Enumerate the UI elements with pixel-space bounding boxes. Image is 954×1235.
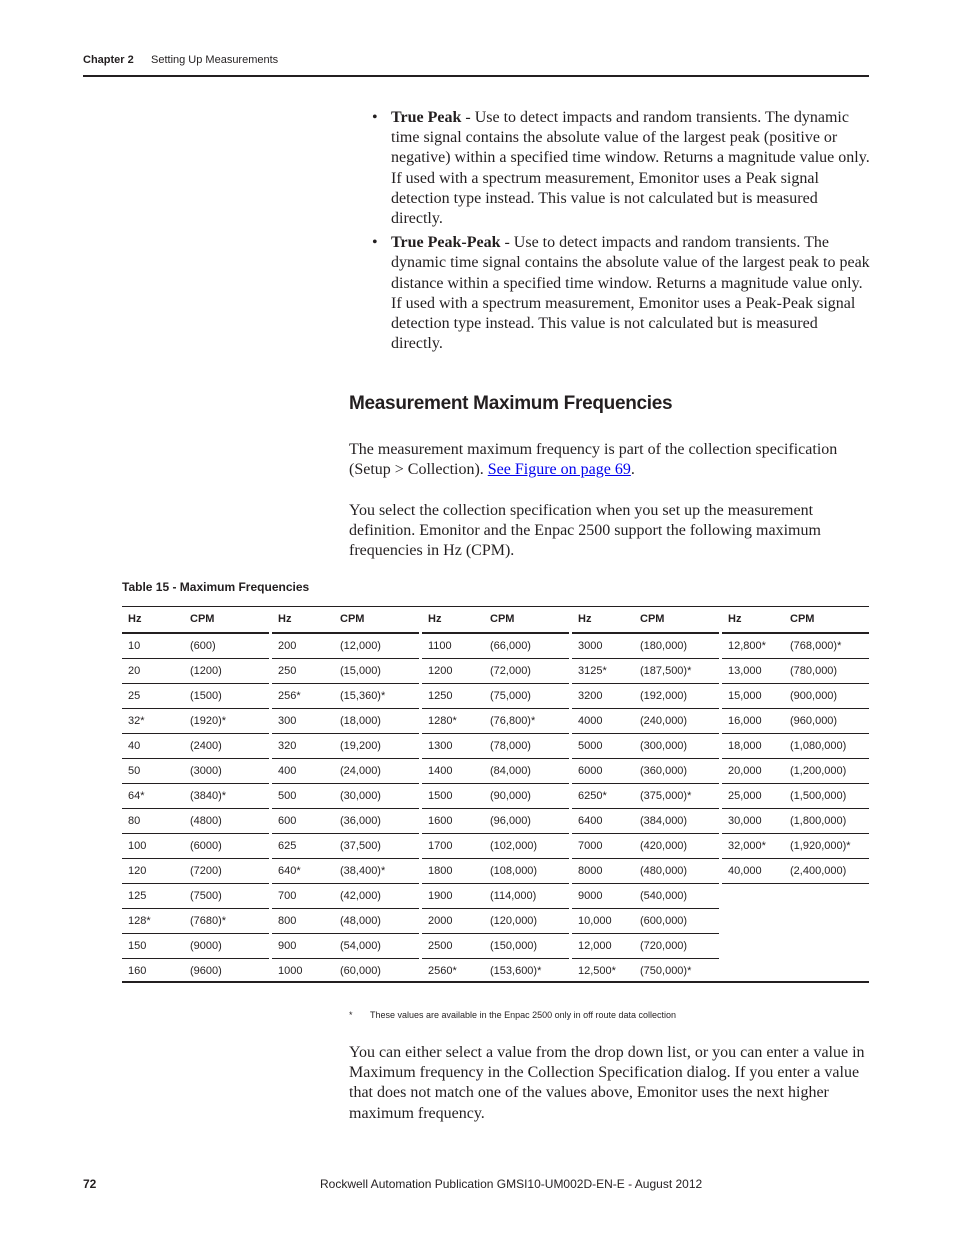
header-hz: Hz <box>728 613 742 625</box>
cell-cpm: (6000) <box>190 840 222 852</box>
cell-cpm: (54,000) <box>340 940 381 952</box>
table-row <box>572 809 719 834</box>
bullet-icon: • <box>372 234 378 252</box>
cell-hz: 1000 <box>278 965 303 977</box>
cell-cpm: (42,000) <box>340 890 381 902</box>
cell-hz: 32,000* <box>728 840 766 852</box>
table-header <box>722 607 869 632</box>
header-rule <box>83 75 869 77</box>
footnote-text: These values are available in the Enpac 2500 only in off route data collection <box>370 1010 677 1020</box>
cell-hz: 13,000 <box>728 665 762 677</box>
cell-hz: 40,000 <box>728 865 762 877</box>
cell-cpm: (19,200) <box>340 740 381 752</box>
table-row <box>722 784 869 809</box>
cell-hz: 1500 <box>428 790 453 802</box>
table-row <box>272 684 419 709</box>
table-row <box>122 684 269 709</box>
table-row <box>272 884 419 909</box>
table-row <box>422 709 569 734</box>
cell-hz: 30,000 <box>728 815 762 827</box>
table-row <box>722 759 869 784</box>
cell-hz: 800 <box>278 915 297 927</box>
para1-text: The measurement maximum frequency is part of the collection specification (Setup > Collection). <box>349 441 838 479</box>
cell-hz: 160 <box>128 965 147 977</box>
page-number: 72 <box>83 1177 97 1191</box>
paragraph-entering-value: You can either select a value from the drop down list, or you can enter a value in Maximum frequency in the Collection Specification dialog. If you enter a value that does not match one of the values above, Emonitor uses the next higher maximum frequency. <box>349 1044 865 1122</box>
table-row <box>572 959 719 984</box>
cell-hz: 300 <box>278 715 297 727</box>
cell-hz: 80 <box>128 815 141 827</box>
cell-hz: 125 <box>128 890 147 902</box>
cell-hz: 3200 <box>578 690 603 702</box>
table-row <box>422 759 569 784</box>
header-hz: Hz <box>428 613 442 625</box>
cell-hz: 640* <box>278 865 301 877</box>
cell-cpm: (360,000) <box>640 765 688 777</box>
table-row <box>272 909 419 934</box>
cell-cpm: (1,800,000) <box>790 815 847 827</box>
cell-cpm: (480,000) <box>640 865 688 877</box>
cell-cpm: (24,000) <box>340 765 381 777</box>
figure-link[interactable]: See Figure on page 69 <box>487 461 631 479</box>
table-row <box>272 709 419 734</box>
table-row <box>572 709 719 734</box>
bullet-icon: • <box>372 109 378 126</box>
table-row <box>272 834 419 859</box>
table-row <box>572 634 719 659</box>
header-cpm: CPM <box>490 613 515 625</box>
cell-hz: 4000 <box>578 715 603 727</box>
cell-cpm: (180,000) <box>640 640 688 652</box>
chapter-label: Chapter 2 <box>83 54 134 66</box>
paragraph-supported-frequencies: You select the collection specification when you set up the measurement definition. Emonitor and the Enpac 2500 support the following maximum frequencies in Hz (CPM). <box>349 502 821 560</box>
header-hz: Hz <box>278 613 292 625</box>
cell-cpm: (768,000)* <box>790 640 842 652</box>
cell-cpm: (600) <box>190 640 216 652</box>
cell-cpm: (3840)* <box>190 790 227 802</box>
table-header <box>122 607 269 632</box>
cell-hz: 12,800* <box>728 640 766 652</box>
table-row <box>572 859 719 884</box>
cell-cpm: (108,000) <box>490 865 538 877</box>
table-row <box>722 809 869 834</box>
cell-hz: 6000 <box>578 765 603 777</box>
cell-cpm: (1200) <box>190 665 222 677</box>
row-rule <box>722 883 869 884</box>
cell-hz: 2000 <box>428 915 453 927</box>
table-row <box>122 834 269 859</box>
cell-hz: 50 <box>128 765 141 777</box>
header-cpm: CPM <box>790 613 815 625</box>
cell-cpm: (75,000) <box>490 690 531 702</box>
table-row <box>422 784 569 809</box>
cell-cpm: (420,000) <box>640 840 688 852</box>
cell-cpm: (7200) <box>190 865 222 877</box>
cell-cpm: (84,000) <box>490 765 531 777</box>
cell-cpm: (720,000) <box>640 940 688 952</box>
table-row <box>122 659 269 684</box>
table-row <box>272 859 419 884</box>
cell-cpm: (15,000) <box>340 665 381 677</box>
section-label: Setting Up Measurements <box>151 54 279 66</box>
cell-cpm: (9600) <box>190 965 222 977</box>
cell-hz: 32* <box>128 715 145 727</box>
table-row <box>572 734 719 759</box>
cell-hz: 7000 <box>578 840 603 852</box>
cell-cpm: (1500) <box>190 690 222 702</box>
cell-cpm: (60,000) <box>340 965 381 977</box>
table-row <box>422 884 569 909</box>
cell-hz: 900 <box>278 940 297 952</box>
table-row <box>722 834 869 859</box>
table-caption: Table 15 - Maximum Frequencies <box>122 580 310 594</box>
cell-hz: 600 <box>278 815 297 827</box>
cell-cpm: (66,000) <box>490 640 531 652</box>
cell-cpm: (300,000) <box>640 740 688 752</box>
bullet-term: True Peak <box>391 109 462 126</box>
table-row <box>122 959 269 984</box>
cell-hz: 128* <box>128 915 151 927</box>
cell-cpm: (78,000) <box>490 740 531 752</box>
frequency-table <box>122 606 869 983</box>
table-row <box>422 959 569 984</box>
header-cpm: CPM <box>640 613 665 625</box>
cell-hz: 1280* <box>428 715 457 727</box>
table-row <box>272 959 419 984</box>
cell-cpm: (150,000) <box>490 940 538 952</box>
cell-cpm: (1,200,000) <box>790 765 847 777</box>
table-row <box>422 934 569 959</box>
cell-hz: 200 <box>278 640 297 652</box>
cell-hz: 10 <box>128 640 141 652</box>
table-row <box>572 659 719 684</box>
cell-hz: 64* <box>128 790 145 802</box>
cell-hz: 18,000 <box>728 740 762 752</box>
table-row <box>122 784 269 809</box>
cell-cpm: (1,920,000)* <box>790 840 851 852</box>
cell-hz: 1900 <box>428 890 453 902</box>
table-row <box>572 684 719 709</box>
cell-hz: 1700 <box>428 840 453 852</box>
cell-cpm: (240,000) <box>640 715 688 727</box>
table-row <box>122 809 269 834</box>
cell-hz: 3000 <box>578 640 603 652</box>
cell-hz: 25,000 <box>728 790 762 802</box>
table-row <box>122 759 269 784</box>
cell-cpm: (780,000) <box>790 665 838 677</box>
table-row <box>572 934 719 959</box>
cell-hz: 1400 <box>428 765 453 777</box>
bullet-term: True Peak-Peak <box>391 234 501 252</box>
cell-hz: 20,000 <box>728 765 762 777</box>
table-row <box>272 809 419 834</box>
cell-hz: 3125* <box>578 665 607 677</box>
table-header <box>272 607 419 632</box>
header-hz: Hz <box>578 613 592 625</box>
table-row <box>722 634 869 659</box>
cell-cpm: (900,000) <box>790 690 838 702</box>
cell-cpm: (48,000) <box>340 915 381 927</box>
cell-cpm: (9000) <box>190 940 222 952</box>
cell-cpm: (1920)* <box>190 715 227 727</box>
table-row <box>122 734 269 759</box>
page-header <box>83 54 869 76</box>
cell-hz: 256* <box>278 690 301 702</box>
table-row <box>422 734 569 759</box>
cell-hz: 20 <box>128 665 141 677</box>
cell-cpm: (102,000) <box>490 840 538 852</box>
table-header <box>422 607 569 632</box>
bullet-text: - Use to detect impacts and random transients. The dynamic time signal contains the absolute value of the largest peak (positive or negative) within a specified time window. Returns a magnitude value only. If used with a spectrum measurement, Emonitor uses a Peak signal detection type instead. This value is not calculated but is measured directly. <box>391 109 870 228</box>
cell-hz: 320 <box>278 740 297 752</box>
cell-cpm: (7680)* <box>190 915 227 927</box>
cell-cpm: (750,000)* <box>640 965 692 977</box>
cell-cpm: (76,800)* <box>490 715 536 727</box>
cell-cpm: (600,000) <box>640 915 688 927</box>
cell-cpm: (153,600)* <box>490 965 542 977</box>
cell-cpm: (384,000) <box>640 815 688 827</box>
cell-cpm: (3000) <box>190 765 222 777</box>
table-row <box>422 634 569 659</box>
cell-cpm: (30,000) <box>340 790 381 802</box>
cell-cpm: (540,000) <box>640 890 688 902</box>
cell-cpm: (187,500)* <box>640 665 692 677</box>
cell-hz: 9000 <box>578 890 603 902</box>
header-cpm: CPM <box>190 613 215 625</box>
cell-cpm: (1,500,000) <box>790 790 847 802</box>
cell-hz: 40 <box>128 740 141 752</box>
paragraph-collection-spec <box>349 440 869 480</box>
table-row <box>272 659 419 684</box>
cell-cpm: (2,400,000) <box>790 865 847 877</box>
table-row <box>722 709 869 734</box>
table-row <box>422 809 569 834</box>
cell-hz: 5000 <box>578 740 603 752</box>
cell-hz: 700 <box>278 890 297 902</box>
cell-hz: 25 <box>128 690 141 702</box>
cell-cpm: (960,000) <box>790 715 838 727</box>
footnote-marker: * <box>349 1010 353 1020</box>
bullet-text: - Use to detect impacts and random transients. The dynamic time signal contains the absolute value of the largest peak to peak distance within a specified time window. Returns a magnitude value only. If used with a spectrum measurement, Emonitor uses a Peak-Peak signal detection type instead. This value is not calculated but is measured directly. <box>391 234 870 353</box>
cell-cpm: (4800) <box>190 815 222 827</box>
table-row <box>122 909 269 934</box>
table-row <box>572 784 719 809</box>
table-row <box>422 684 569 709</box>
cell-cpm: (2400) <box>190 740 222 752</box>
table-row <box>272 759 419 784</box>
cell-hz: 500 <box>278 790 297 802</box>
table-row <box>422 659 569 684</box>
cell-hz: 2560* <box>428 965 457 977</box>
cell-cpm: (12,000) <box>340 640 381 652</box>
cell-hz: 1250 <box>428 690 453 702</box>
table-row <box>572 884 719 909</box>
cell-cpm: (15,360)* <box>340 690 386 702</box>
bullet-list <box>370 108 870 358</box>
table-row <box>572 834 719 859</box>
cell-hz: 120 <box>128 865 147 877</box>
cell-hz: 1600 <box>428 815 453 827</box>
cell-cpm: (375,000)* <box>640 790 692 802</box>
cell-cpm: (114,000) <box>490 890 537 902</box>
cell-cpm: (192,000) <box>640 690 688 702</box>
list-item <box>370 108 870 229</box>
para1-end: . <box>630 461 635 479</box>
cell-cpm: (36,000) <box>340 815 381 827</box>
cell-cpm: (1,080,000) <box>790 740 847 752</box>
cell-hz: 100 <box>128 840 147 852</box>
header-hz: Hz <box>128 613 142 625</box>
section-heading: Measurement Maximum Frequencies <box>349 393 673 414</box>
table-row <box>272 634 419 659</box>
publication-info: Rockwell Automation Publication GMSI10-UM002D-EN-E - August 2012 <box>320 1177 703 1191</box>
cell-hz: 2500 <box>428 940 453 952</box>
table-row <box>422 909 569 934</box>
cell-hz: 16,000 <box>728 715 762 727</box>
table-row <box>122 859 269 884</box>
table-row <box>122 634 269 659</box>
cell-hz: 15,000 <box>728 690 762 702</box>
cell-hz: 12,000 <box>578 940 612 952</box>
table-row <box>122 709 269 734</box>
table-row <box>122 884 269 909</box>
cell-hz: 400 <box>278 765 297 777</box>
table-row <box>722 684 869 709</box>
cell-hz: 6400 <box>578 815 603 827</box>
table-row <box>572 759 719 784</box>
table-row <box>722 734 869 759</box>
table-row <box>272 784 419 809</box>
list-item <box>370 233 870 354</box>
cell-hz: 625 <box>278 840 297 852</box>
table-row <box>422 834 569 859</box>
cell-hz: 150 <box>128 940 147 952</box>
cell-hz: 1200 <box>428 665 453 677</box>
cell-cpm: (72,000) <box>490 665 531 677</box>
cell-hz: 250 <box>278 665 297 677</box>
cell-hz: 1300 <box>428 740 453 752</box>
table-header <box>572 607 719 632</box>
table-row <box>122 934 269 959</box>
cell-cpm: (96,000) <box>490 815 531 827</box>
cell-cpm: (38,400)* <box>340 865 386 877</box>
cell-cpm: (120,000) <box>490 915 538 927</box>
table-row <box>572 909 719 934</box>
cell-hz: 10,000 <box>578 915 612 927</box>
cell-cpm: (7500) <box>190 890 222 902</box>
table-row <box>272 934 419 959</box>
table-row <box>722 659 869 684</box>
header-cpm: CPM <box>340 613 365 625</box>
cell-hz: 1100 <box>428 640 452 652</box>
cell-cpm: (90,000) <box>490 790 531 802</box>
cell-cpm: (18,000) <box>340 715 381 727</box>
cell-hz: 1800 <box>428 865 453 877</box>
table-row <box>272 734 419 759</box>
table-row <box>722 859 869 884</box>
cell-hz: 8000 <box>578 865 603 877</box>
table-row <box>422 859 569 884</box>
cell-cpm: (37,500) <box>340 840 381 852</box>
cell-hz: 6250* <box>578 790 607 802</box>
cell-hz: 12,500* <box>578 965 616 977</box>
